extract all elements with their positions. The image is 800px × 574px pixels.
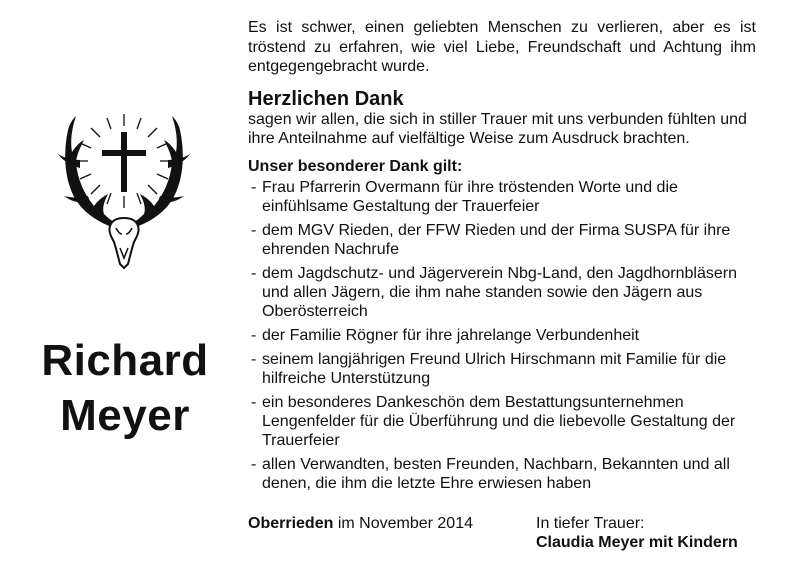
list-item: - dem Jagdschutz- und Jägerverein Nbg-Land, den Jagdhornbläsern und allen Jägern, die ihm nahe standen sowie den Jägern aus Oberösterreich [248, 264, 756, 321]
list-item: - der Familie Rögner für ihre jahrelange Verbundenheit [248, 326, 756, 345]
list-item: - allen Verwandten, besten Freunden, Nachbarn, Bekannten und all denen, die ihm die letzte Ehre erwiesen haben [248, 455, 756, 493]
deceased-last-name: Meyer [60, 391, 190, 440]
left-column [0, 0, 240, 574]
intro-text: Es ist schwer, einen geliebten Menschen zu verlieren, aber es ist tröstend zu erfahren, wie viel Liebe, Freundschaft und Achtung ihm entgegengebracht wurde. [248, 19, 756, 75]
special-thanks-heading: Unser besonderer Dank gilt: [248, 157, 463, 175]
place: Oberrieden [248, 515, 334, 532]
antlers-cross-icon [50, 108, 198, 270]
date: im November 2014 [337, 515, 473, 532]
mourning-label: In tiefer Trauer: [536, 515, 645, 532]
thanks-text: sagen wir allen, die sich in stiller Trauer mit uns verbunden fühlten und ihre Anteilnahme auf vielfältige Weise zum Ausdruck brachten. [248, 110, 747, 147]
list-item: - seinem langjährigen Freund Ulrich Hirschmann mit Familie für die hilfreiche Unterstützung [248, 350, 756, 388]
mourners-block [536, 514, 738, 552]
list-item: - ein besonderes Dankeschön dem Bestattungsunternehmen Lengenfelder für die Überführung und die liebevolle Gestaltung der Trauerfeier [248, 393, 756, 450]
deceased-first-name: Richard [41, 336, 209, 385]
list-item: - dem MGV Rieden, der FFW Rieden und der Firma SUSPA für ihre ehrenden Nachrufe [248, 221, 756, 259]
text-column [248, 18, 756, 498]
list-item: - Frau Pfarrerin Overmann für ihre tröstenden Worte und die einfühlsame Gestaltung der Trauerfeier [248, 178, 756, 216]
thanks-list [248, 178, 756, 493]
mourners-names: Claudia Meyer mit Kindern [536, 534, 738, 551]
place-date [248, 514, 473, 533]
heading: Herzlichen Dank [248, 87, 404, 110]
